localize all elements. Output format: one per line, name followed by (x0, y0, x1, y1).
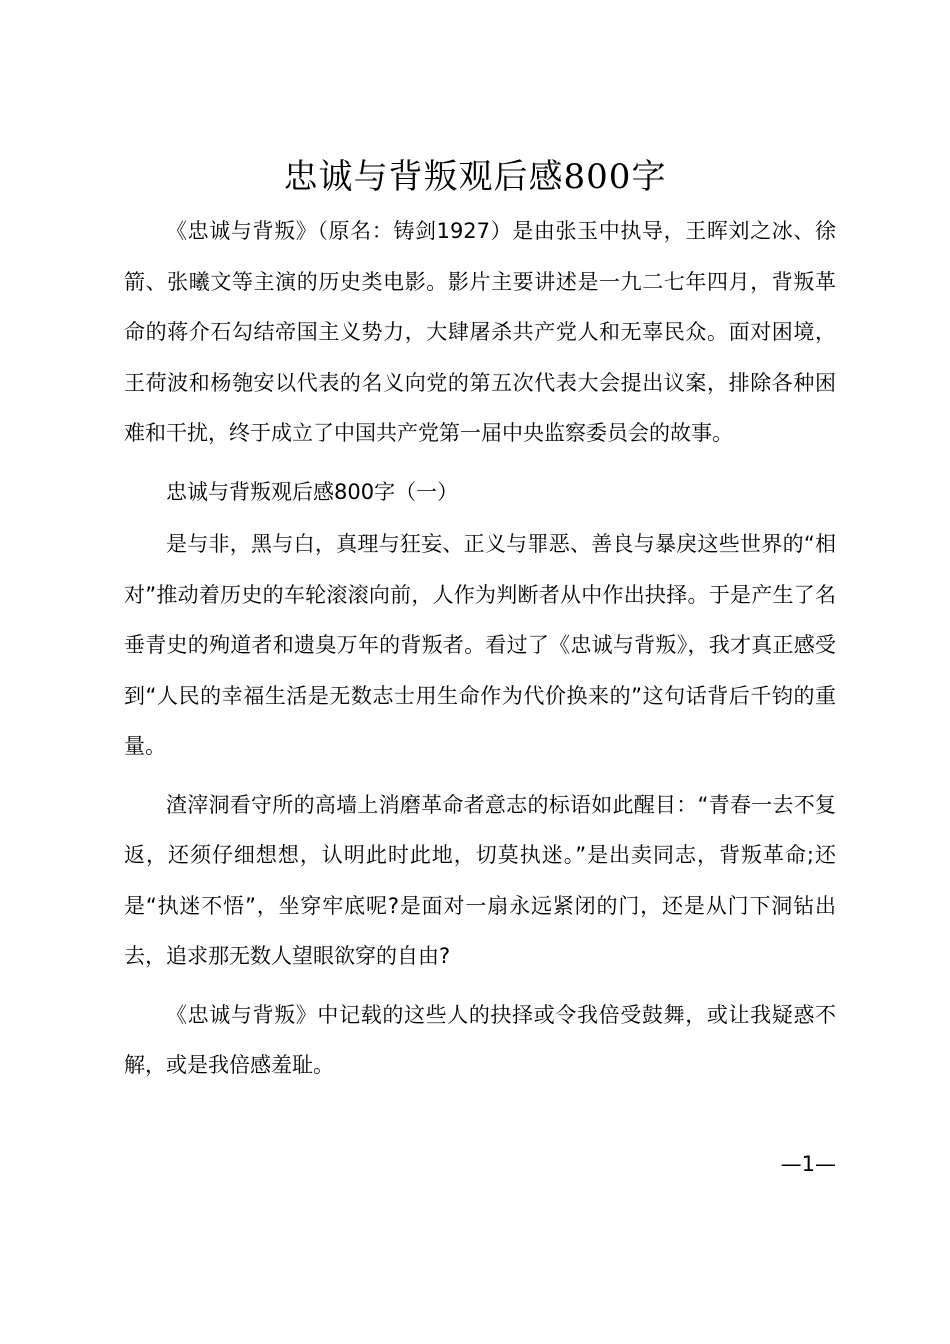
intro-paragraph: 《忠诚与背叛》（原名：铸剑1927）是由张玉中执导，王晖刘之冰、徐箭、张曦文等主演的历史类电影。影片主要讲述是一九二七年四月，背叛革命的蒋介石勾结帝国主义势力，大肆屠杀共产党人和无辜民众。面对困境，王荷波和杨匏安以代表的名义向党的第五次代表大会提出议案，排除各种困难和干扰，终于成立了中国共产党第一届中央监察委员会的故事。 (124, 219, 836, 445)
document-title: 忠诚与背叛观后感800字 (283, 157, 667, 197)
body-paragraph-3: 《忠诚与背叛》中记载的这些人的抉择或令我倍受鼓舞，或让我疑惑不解，或是我倍感羞耻。 (124, 1002, 836, 1077)
body-paragraph-2: 渣滓洞看守所的高墙上消磨革命者意志的标语如此醒目：“青春一去不复返，还须仔细想想，认明此时此地，切莫执迷。”是出卖同志，背叛革命;还是“执迷不悟”，坐穿牢底呢?是面对一扇永远紧闭的门，还是从门下洞钻出去，追求那无数人望眼欲穿的自由? (124, 792, 836, 968)
document-body (124, 206, 836, 1099)
body-paragraph-1: 是与非，黑与白，真理与狂妄、正义与罪恶、善良与暴戾这些世界的“相对”推动着历史的车轮滚滚向前，人作为判断者从中作出抉择。于是产生了名垂青史的殉道者和遗臭万年的背叛者。看过了《忠诚与背叛》，我才真正感受到“人民的幸福生活是无数志士用生命作为代价换来的”这句话背后千钧的重量。 (124, 532, 836, 758)
section-subheading: 忠诚与背叛观后感800字（一） (166, 479, 459, 504)
page-number: —1— (780, 1152, 836, 1176)
